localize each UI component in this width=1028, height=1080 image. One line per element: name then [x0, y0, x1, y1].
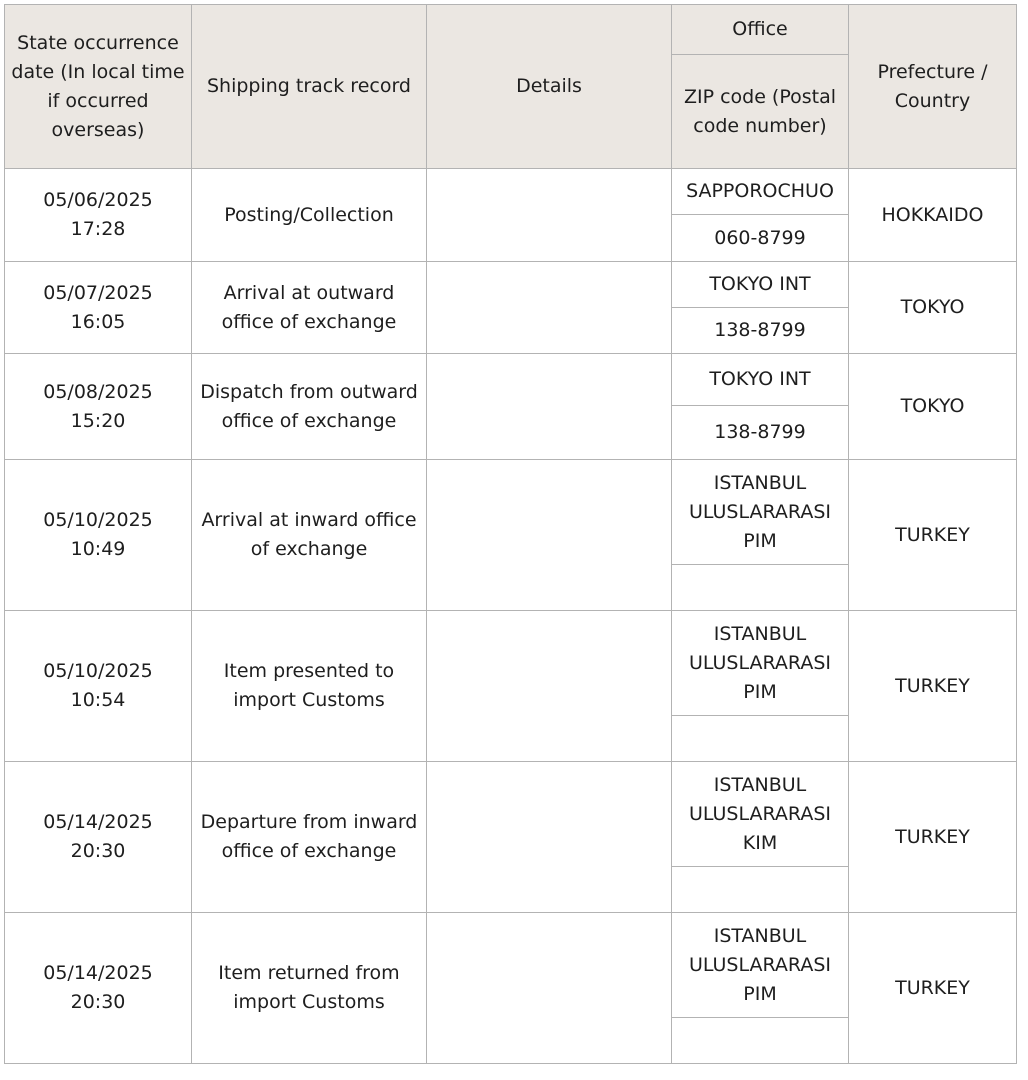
table-row — [5, 169, 1017, 215]
prefecture-cell: HOKKAIDO — [849, 169, 1017, 262]
table-row — [5, 611, 1017, 716]
zip-cell — [672, 867, 849, 913]
date-cell: 05/08/2025 15:20 — [5, 354, 192, 460]
record-cell: Arrival at inward office of exchange — [192, 460, 427, 611]
prefecture-cell: TURKEY — [849, 460, 1017, 611]
header-date: State occurrence date (In local time if occurred overseas) — [5, 5, 192, 169]
zip-cell: 060-8799 — [672, 215, 849, 262]
record-cell: Item presented to import Customs — [192, 611, 427, 762]
table-row — [5, 460, 1017, 565]
zip-cell — [672, 1018, 849, 1064]
table-row — [5, 913, 1017, 1018]
record-cell: Posting/Collection — [192, 169, 427, 262]
prefecture-cell: TURKEY — [849, 611, 1017, 762]
office-cell: ISTANBUL ULUSLARARASI PIM — [672, 460, 849, 565]
details-cell — [427, 262, 672, 354]
office-cell: ISTANBUL ULUSLARARASI PIM — [672, 913, 849, 1018]
table-row — [5, 762, 1017, 867]
shipping-track-table — [4, 4, 1017, 1064]
zip-cell: 138-8799 — [672, 406, 849, 460]
prefecture-cell: TURKEY — [849, 913, 1017, 1064]
details-cell — [427, 611, 672, 762]
office-cell: TOKYO INT — [672, 262, 849, 308]
record-cell: Item returned from import Customs — [192, 913, 427, 1064]
date-cell: 05/14/2025 20:30 — [5, 913, 192, 1064]
header-office: Office — [672, 5, 849, 55]
prefecture-cell: TOKYO — [849, 354, 1017, 460]
date-cell: 05/10/2025 10:54 — [5, 611, 192, 762]
prefecture-cell: TURKEY — [849, 762, 1017, 913]
date-cell: 05/14/2025 20:30 — [5, 762, 192, 913]
zip-cell — [672, 716, 849, 762]
record-cell: Departure from inward office of exchange — [192, 762, 427, 913]
record-cell: Dispatch from outward office of exchange — [192, 354, 427, 460]
prefecture-cell: TOKYO — [849, 262, 1017, 354]
details-cell — [427, 169, 672, 262]
details-cell — [427, 460, 672, 611]
zip-cell: 138-8799 — [672, 308, 849, 354]
table-row — [5, 354, 1017, 406]
zip-cell — [672, 565, 849, 611]
record-cell: Arrival at outward office of exchange — [192, 262, 427, 354]
header-zip: ZIP code (Postal code number) — [672, 55, 849, 169]
header-details: Details — [427, 5, 672, 169]
header-prefecture: Prefecture / Country — [849, 5, 1017, 169]
office-cell: SAPPOROCHUO — [672, 169, 849, 215]
details-cell — [427, 354, 672, 460]
header-record: Shipping track record — [192, 5, 427, 169]
office-cell: ISTANBUL ULUSLARARASI KIM — [672, 762, 849, 867]
date-cell: 05/10/2025 10:49 — [5, 460, 192, 611]
table-row — [5, 262, 1017, 308]
date-cell: 05/07/2025 16:05 — [5, 262, 192, 354]
details-cell — [427, 913, 672, 1064]
date-cell: 05/06/2025 17:28 — [5, 169, 192, 262]
details-cell — [427, 762, 672, 913]
office-cell: TOKYO INT — [672, 354, 849, 406]
office-cell: ISTANBUL ULUSLARARASI PIM — [672, 611, 849, 716]
